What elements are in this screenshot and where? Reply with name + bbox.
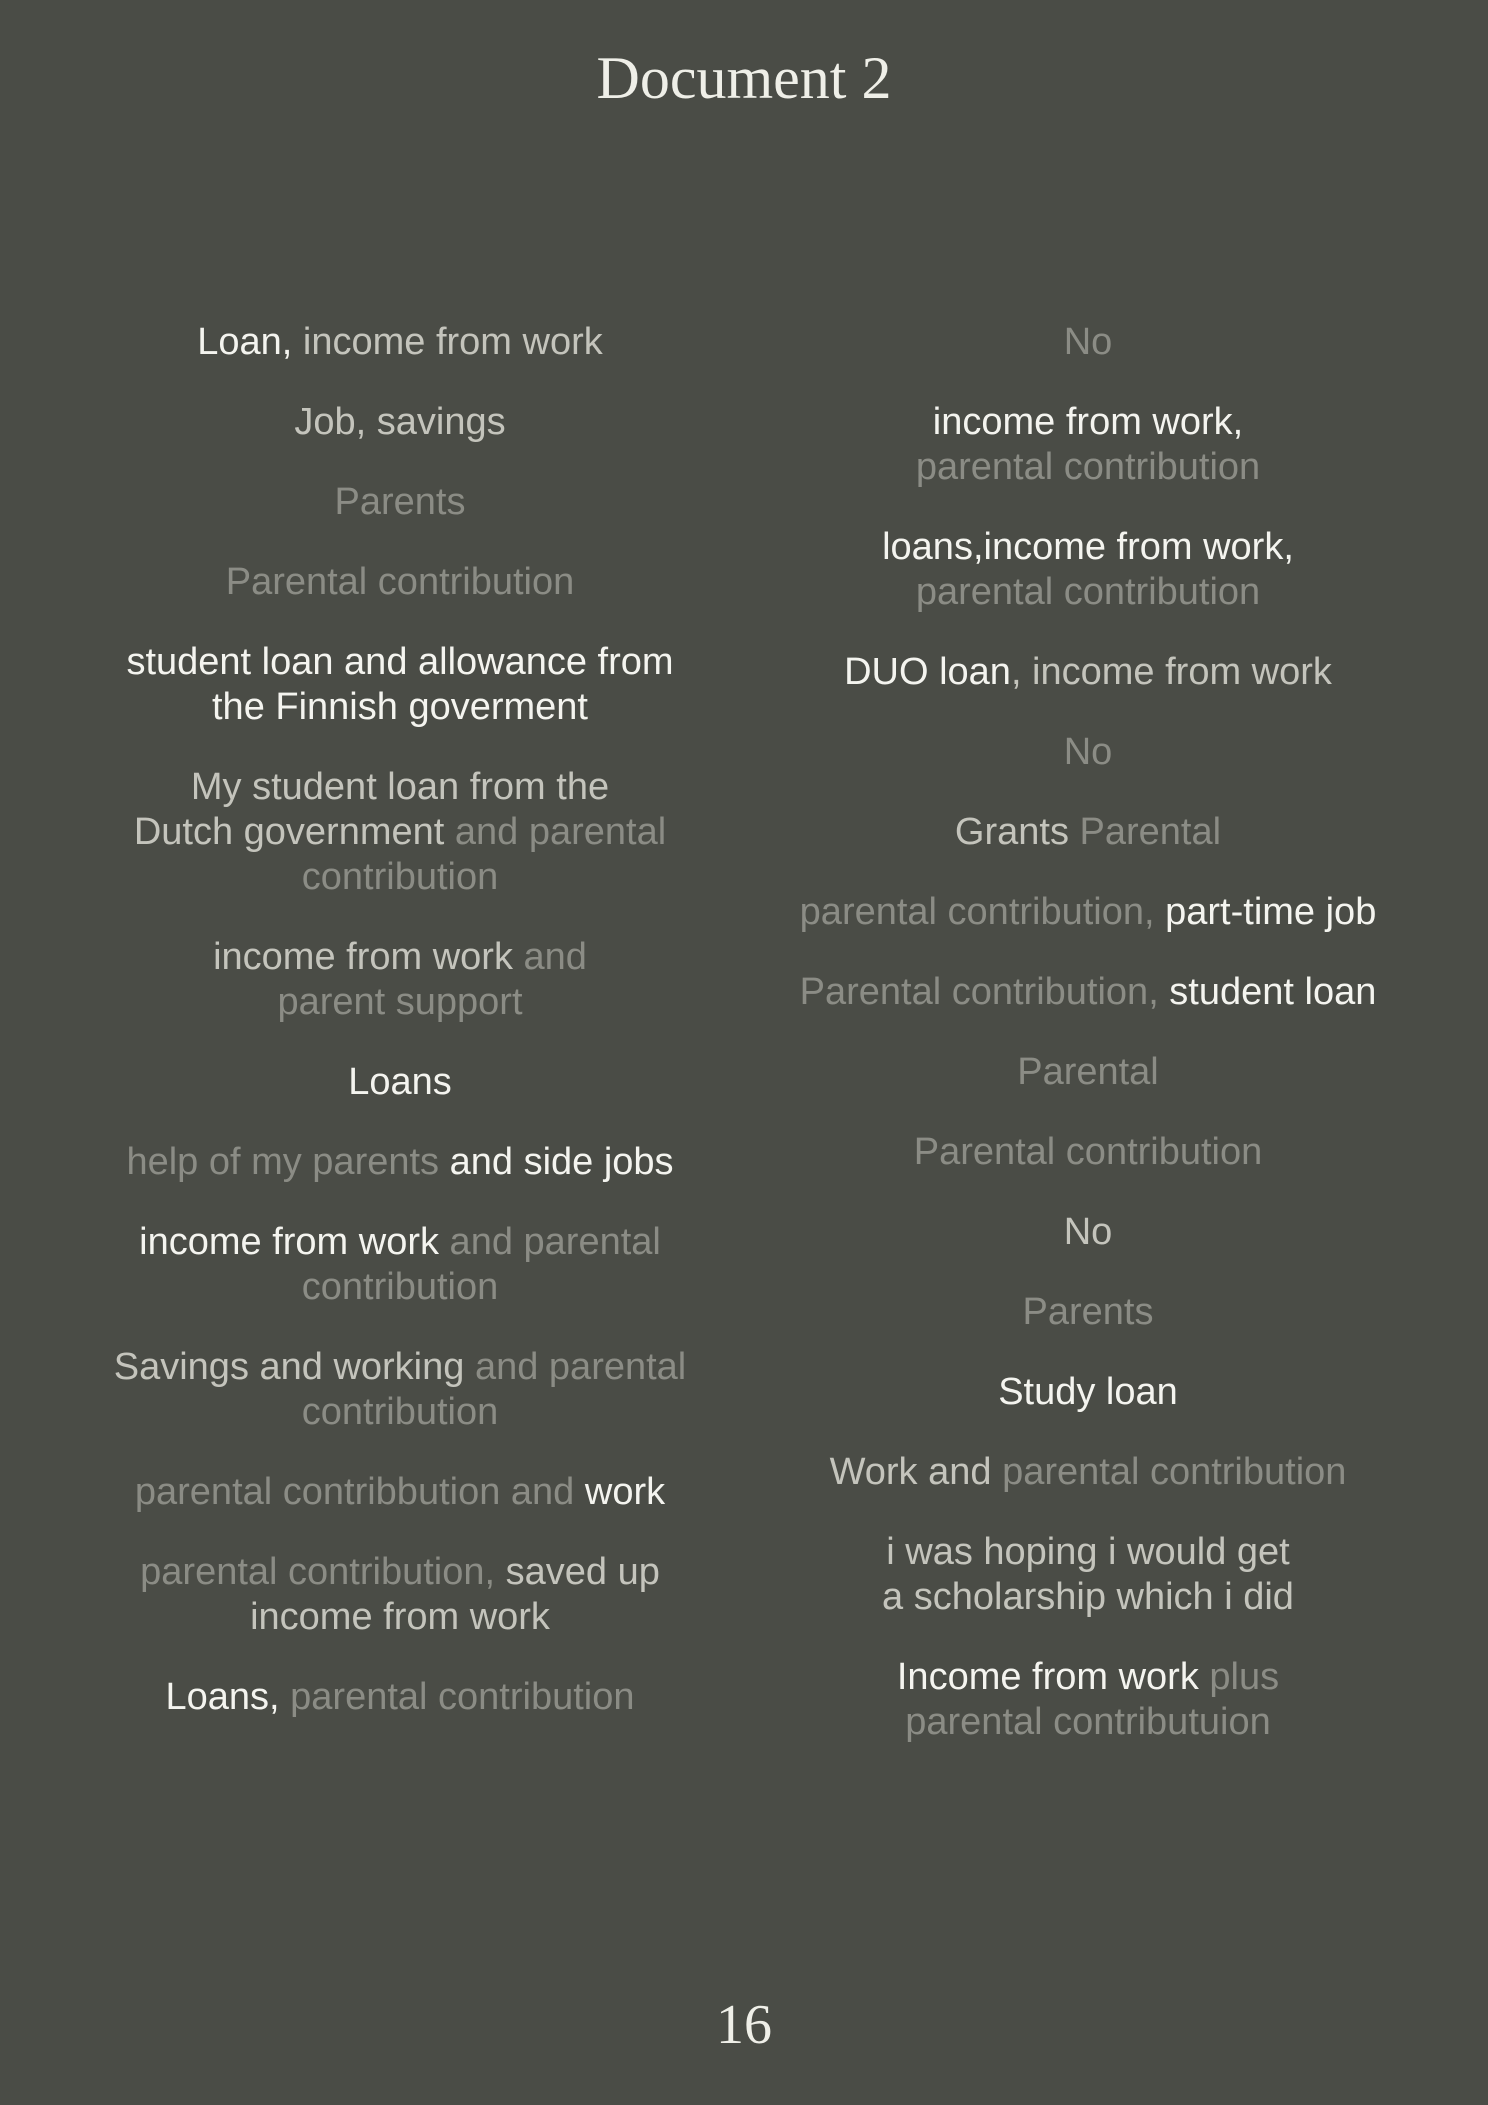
response-entry	[758, 525, 1418, 615]
response-text: savings	[366, 401, 506, 443]
response-text: parental contribution,	[799, 891, 1155, 933]
right-response-column	[758, 320, 1418, 1780]
response-text: income from work,	[932, 401, 1244, 443]
response-entry	[70, 400, 730, 445]
response-text: Parental	[1017, 1051, 1159, 1093]
response-text: Job,	[294, 401, 367, 443]
response-text: work	[574, 1471, 666, 1513]
response-entry	[758, 1450, 1418, 1495]
response-text: parental contribution	[915, 571, 1261, 613]
response-entry	[70, 1220, 730, 1310]
response-text: Parents	[334, 481, 466, 523]
response-text: income from work	[250, 1596, 550, 1638]
response-entry	[758, 1530, 1418, 1620]
response-text: No	[1063, 1211, 1113, 1253]
document-title: Document 2	[596, 45, 892, 111]
response-text: Loans	[348, 1061, 452, 1103]
response-entry	[70, 320, 730, 365]
response-entry	[758, 1655, 1418, 1745]
response-entry	[758, 320, 1418, 365]
response-text: saved up	[495, 1551, 660, 1593]
response-text: Savings and working	[113, 1346, 465, 1388]
response-text: parent support	[277, 981, 523, 1023]
response-text: parental contribution	[991, 1451, 1347, 1493]
response-entry	[758, 730, 1418, 775]
response-text: Loan,	[197, 321, 293, 363]
response-entry	[70, 935, 730, 1025]
response-entry	[758, 1290, 1418, 1335]
response-text: Work and	[829, 1451, 992, 1493]
response-text: Parental contribution	[913, 1131, 1263, 1173]
response-text: My student loan from the	[190, 766, 610, 808]
response-entry	[758, 1370, 1418, 1415]
response-text: , income from work	[1010, 651, 1332, 693]
response-text: DUO loan	[844, 651, 1011, 693]
response-text: help of my parents	[126, 1141, 440, 1183]
response-text: Parents	[1022, 1291, 1154, 1333]
response-text: plus	[1198, 1656, 1280, 1698]
response-text: parental contributuion	[905, 1701, 1271, 1743]
response-text: Study loan	[998, 1371, 1178, 1413]
response-text: Parental contribution	[225, 561, 575, 603]
response-text: and parental	[439, 1221, 661, 1263]
response-text: and parental	[464, 1346, 687, 1388]
response-entry	[758, 1130, 1418, 1175]
left-response-column	[70, 320, 730, 1755]
response-text: parental contribbution and	[134, 1471, 575, 1513]
response-entry	[758, 650, 1418, 695]
response-text: parental contribution	[279, 1676, 635, 1718]
response-entry	[70, 1470, 730, 1515]
response-text: Dutch government	[133, 811, 445, 853]
response-entry	[758, 1050, 1418, 1095]
response-text: Loans,	[165, 1676, 280, 1718]
response-text: part-time job	[1154, 891, 1377, 933]
response-text: contribution	[301, 1266, 499, 1308]
response-text: and parental	[444, 811, 667, 853]
response-entry	[70, 765, 730, 900]
response-text: No	[1063, 321, 1113, 363]
response-text: Parental contribution,	[799, 971, 1159, 1013]
response-text: student loan	[1158, 971, 1377, 1013]
response-entry	[70, 1675, 730, 1720]
response-text: contribution	[301, 1391, 499, 1433]
response-entry	[758, 400, 1418, 490]
response-text: Income from work	[896, 1656, 1199, 1698]
response-text: Grants	[954, 811, 1069, 853]
response-entry	[758, 1210, 1418, 1255]
response-entry	[70, 1550, 730, 1640]
response-text: contribution	[301, 856, 499, 898]
response-entry	[70, 1060, 730, 1105]
response-text: student loan and allowance from	[126, 641, 674, 683]
response-text: income from work	[292, 321, 603, 363]
response-text: loans,income from work,	[882, 526, 1294, 568]
response-entry	[70, 1345, 730, 1435]
response-text: Parental	[1068, 811, 1222, 853]
response-text: a scholarship which i did	[882, 1576, 1294, 1618]
response-entry	[758, 810, 1418, 855]
response-text: No	[1063, 731, 1113, 773]
response-text: the Finnish goverment	[212, 686, 588, 728]
response-text: parental contribution,	[140, 1551, 496, 1593]
response-entry	[70, 480, 730, 525]
response-text: i was hoping i would get	[886, 1531, 1290, 1573]
response-text: and side jobs	[439, 1141, 674, 1183]
response-text: and	[512, 936, 587, 978]
response-entry	[70, 1140, 730, 1185]
response-text: income from work	[139, 1221, 439, 1263]
response-entry	[758, 970, 1418, 1015]
response-entry	[758, 890, 1418, 935]
response-entry	[70, 560, 730, 605]
response-text: income from work	[213, 936, 513, 978]
response-text: parental contribution	[915, 446, 1261, 488]
response-entry	[70, 640, 730, 730]
page-number: 16	[716, 1994, 772, 2056]
